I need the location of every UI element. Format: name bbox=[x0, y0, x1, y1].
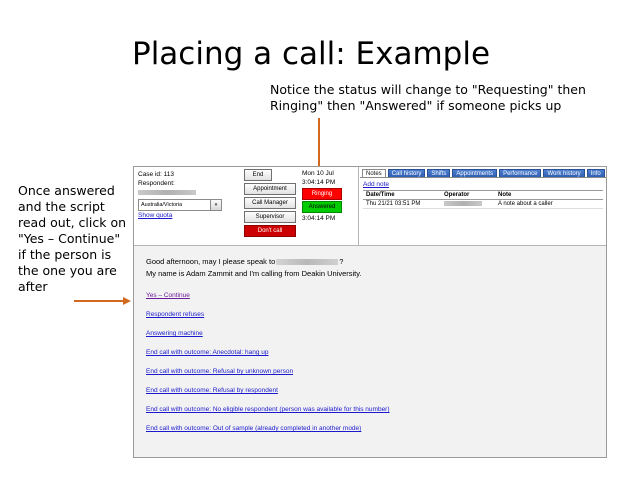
app-header-area bbox=[134, 167, 606, 246]
supervisor-button[interactable]: Supervisor bbox=[244, 211, 296, 223]
tab-panel bbox=[360, 167, 606, 245]
script-line-1-suffix: ? bbox=[339, 257, 344, 266]
callout-instruction-note: Once answered and the script read out, click on "Yes – Continue" if the person is the one you are after bbox=[18, 183, 127, 294]
script-line-1-prefix: Good afternoon, may I please speak to bbox=[146, 257, 276, 266]
panel-divider bbox=[358, 167, 359, 245]
table-row[interactable] bbox=[363, 200, 603, 209]
status-column bbox=[302, 169, 354, 223]
tab-info[interactable]: Info bbox=[587, 169, 605, 177]
notes-table bbox=[363, 190, 603, 209]
option-end-call-no-eligible-respondent[interactable]: End call with outcome: No eligible respondent (person was available for this number) bbox=[146, 406, 390, 413]
column-note: Note bbox=[495, 191, 603, 200]
option-end-call-refusal-unknown-person[interactable]: End call with outcome: Refusal by unknown person bbox=[146, 368, 294, 375]
application-screenshot bbox=[133, 166, 607, 458]
status-time-1: 3:04:14 PM bbox=[302, 179, 336, 186]
script-line-2: My name is Adam Zammit and I'm calling from Deakin University. bbox=[146, 269, 362, 278]
notes-table-header-row bbox=[363, 191, 603, 200]
arrow-right-icon bbox=[74, 300, 124, 302]
tab-appointments[interactable]: Appointments bbox=[452, 169, 497, 177]
status-badge-answered: Answered bbox=[302, 201, 342, 213]
location-select[interactable] bbox=[138, 199, 222, 211]
option-respondent-refuses[interactable]: Respondent refuses bbox=[146, 311, 205, 318]
status-badge-ringing: Ringing bbox=[302, 188, 342, 200]
respondent-name-redacted bbox=[276, 259, 338, 265]
option-end-call-out-of-sample[interactable]: End call with outcome: Out of sample (already completed in another mode) bbox=[146, 425, 362, 432]
option-end-call-anecdotal-hangup[interactable]: End call with outcome: Anecdotal: hang up bbox=[146, 349, 269, 356]
call-manager-button[interactable]: Call Manager bbox=[244, 197, 296, 209]
action-buttons-column bbox=[244, 169, 296, 239]
notes-content bbox=[360, 178, 606, 210]
arrow-down-icon bbox=[318, 118, 320, 170]
dont-call-button[interactable]: Don't call bbox=[244, 225, 296, 237]
tab-bar bbox=[360, 167, 606, 178]
cell-operator-redacted bbox=[441, 200, 495, 209]
callout-status-note: Notice the status will change to "Requesting" then Ringing" then "Answered" if someone picks up bbox=[270, 82, 586, 113]
tab-performance[interactable]: Performance bbox=[499, 169, 541, 177]
status-time-2: 3:04:14 PM bbox=[302, 215, 336, 222]
script-options-list bbox=[146, 291, 594, 434]
cell-datetime: Thu 21/21 03:51 PM bbox=[363, 200, 441, 209]
column-datetime: Date/Time bbox=[363, 191, 441, 200]
tab-call-history[interactable]: Call history bbox=[388, 169, 426, 177]
case-id-label: Case id: 113 bbox=[138, 171, 175, 178]
add-note-link[interactable]: Add note bbox=[363, 181, 390, 188]
column-operator: Operator bbox=[441, 191, 495, 200]
tab-shifts[interactable]: Shifts bbox=[427, 169, 450, 177]
respondent-value-redacted bbox=[138, 188, 238, 197]
end-button[interactable]: End bbox=[244, 169, 272, 181]
option-yes-continue[interactable]: Yes – Continue bbox=[146, 292, 190, 299]
option-end-call-refusal-respondent[interactable]: End call with outcome: Refusal by respondent bbox=[146, 387, 278, 394]
show-quota-link[interactable]: Show quota bbox=[138, 212, 173, 219]
tab-work-history[interactable]: Work history bbox=[543, 169, 584, 177]
location-select-value: Australia/Victoria bbox=[141, 202, 183, 208]
cell-note: A note about a caller bbox=[495, 200, 603, 209]
respondent-label: Respondent: bbox=[138, 180, 175, 187]
status-date: Mon 10 Jul bbox=[302, 170, 334, 177]
page-title: Placing a call: Example bbox=[132, 36, 491, 72]
tab-notes[interactable]: Notes bbox=[362, 169, 386, 177]
call-info-panel bbox=[138, 170, 238, 221]
script-line-1 bbox=[146, 256, 594, 267]
call-script-panel bbox=[134, 246, 606, 456]
appointment-button[interactable]: Appointment bbox=[244, 183, 296, 195]
chevron-down-icon: ▾ bbox=[210, 200, 221, 210]
option-answering-machine[interactable]: Answering machine bbox=[146, 330, 203, 337]
